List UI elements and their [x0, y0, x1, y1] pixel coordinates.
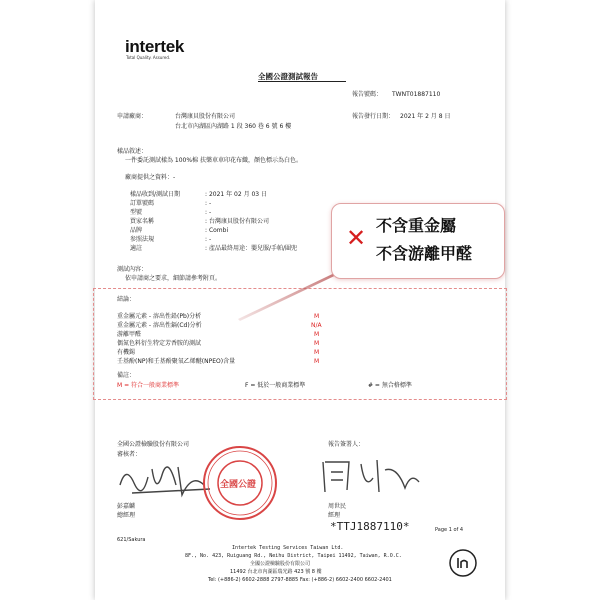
field-label: 樣品收到/測試日期: [130, 191, 181, 198]
report-no-label: 報告號碼：: [352, 91, 383, 98]
applicant-label: 申請廠商：: [117, 113, 148, 120]
result-value: M: [314, 340, 320, 347]
callout-line-1: 不含重金屬: [376, 216, 457, 235]
remark-label: 備註：: [117, 372, 136, 379]
left-sign-title: 總經理: [117, 512, 136, 519]
field-label: 参照法規: [130, 236, 155, 243]
result-name: 重金屬元素 - 溶出性鎘(Cd)分析: [117, 322, 202, 329]
intertek-badge-icon: [448, 548, 478, 578]
footer-tel: Tel: (+886-2) 6602-2888 2797-8885 Fax: (+886-2) 6602-2400 6602-2401: [208, 577, 392, 583]
footer-company-cn: 全國公證檢驗股份有限公司: [250, 561, 311, 567]
results-label: 結論：: [117, 296, 136, 303]
result-name: 有機錫: [117, 349, 136, 356]
result-value: M: [314, 331, 320, 338]
result-value: M: [314, 358, 320, 365]
result-name: 偶氮色料衍生特定芳香胺的測試: [117, 340, 202, 347]
legend-pass: M = 符合一般商業標準: [117, 382, 180, 389]
company-label: 全國公證檢驗股份有限公司: [117, 441, 190, 448]
footer-address-cn: 11492 台北市內湖區瑞光路 423 號 8 樓: [230, 569, 322, 575]
x-mark-icon: ✕: [346, 224, 367, 252]
report-no: TWNT01887110: [392, 91, 441, 98]
seal-center-text: 全國公證: [220, 480, 257, 490]
intertek-logo: intertek: [125, 37, 185, 56]
result-name: 壬基酚(NP)和壬基酚聚氧乙烯醚(NPEO)含量: [117, 358, 236, 365]
sample-desc: 一件委託測試樣為 100%棉 扶樂車車印花布織，顏色標示為白色。: [125, 157, 302, 164]
right-signature: [315, 452, 425, 502]
field-label: 買家名稱: [130, 218, 155, 225]
field-value: : Combi: [205, 227, 229, 234]
sample-desc-label: 樣品敘述：: [117, 148, 148, 155]
signer-label: 報告簽署人：: [328, 441, 365, 448]
logo-tagline: Total Quality. Assured.: [126, 55, 171, 60]
report-barcode-text: *TTJ1887110*: [330, 520, 410, 533]
field-value: : -: [205, 209, 212, 216]
result-name: 重金屬元素 - 溶出性鉛(Pb)分析: [117, 313, 202, 320]
legend-none: # = 無合格標準: [368, 382, 412, 389]
field-label: 型號: [130, 209, 143, 216]
field-label: 適註: [130, 245, 143, 252]
auditor-label: 審核者：: [117, 451, 142, 458]
right-sign-name: 周世民: [328, 503, 347, 510]
footer-company: Intertek Testing Services Taiwan Ltd.: [232, 545, 344, 551]
report-title: 全國公證測試報告: [258, 72, 318, 81]
company-seal: [200, 443, 280, 527]
form-code: 621/Sakura: [117, 537, 146, 543]
right-sign-title: 經理: [328, 512, 341, 519]
field-value: : 2021 年 02 月 03 日: [205, 191, 268, 198]
field-value: : -: [205, 200, 212, 207]
field-label: 訂單號碼: [130, 200, 155, 207]
result-value: M: [314, 313, 320, 320]
footer-address-en: 8F., No. 423, Ruiguang Rd., Neihu District, Taipei 11492, Taiwan, R.O.C.: [185, 553, 402, 559]
issue-date-label: 報告發行日期：: [352, 113, 395, 120]
request-text: 依申請商之要求，細節請參考附頁。: [125, 275, 222, 282]
issue-date: 2021 年 2 月 8 日: [400, 113, 451, 120]
legend-fail: F = 低於一般商業標準: [245, 382, 306, 389]
result-value: N/A: [311, 322, 322, 329]
field-label: 品牌: [130, 227, 143, 234]
request-label: 測試內容：: [117, 266, 148, 273]
result-value: M: [314, 349, 320, 356]
applicant-name: 台灣康貝股份有限公司: [175, 113, 236, 120]
field-value: : 產品最終用途：嬰兒服/手帕/圍兜: [205, 245, 297, 252]
callout-line-2: 不含游離甲醛: [376, 244, 473, 263]
result-name: 游離甲醛: [117, 331, 142, 338]
provided-label: 廠商提供之資料：-: [125, 174, 176, 181]
left-sign-name: 彭嘉麟: [117, 503, 136, 510]
field-value: : -: [205, 236, 212, 243]
field-value: : 台灣康貝股份有限公司: [205, 218, 269, 225]
applicant-address: 台北市內湖區內湖路 1 段 360 巷 6 號 6 樓: [175, 123, 292, 130]
page-number: Page 1 of 4: [435, 527, 464, 533]
